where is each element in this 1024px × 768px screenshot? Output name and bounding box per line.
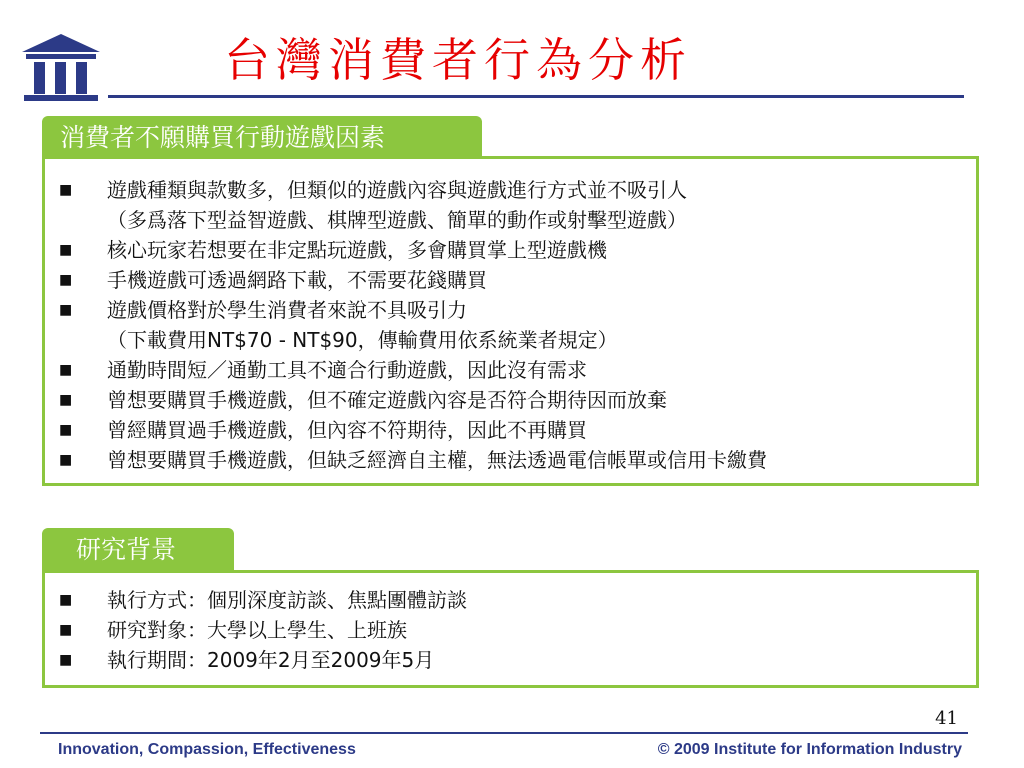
background-panel xyxy=(42,570,979,688)
square-bullet-icon: ■ xyxy=(59,182,73,198)
square-bullet-icon: ■ xyxy=(59,392,73,408)
list-item-text: 核心玩家若想要在非定點玩遊戲，多會購買掌上型遊戲機 xyxy=(107,238,607,262)
list-item-text: 曾想要購買手機遊戲，但不確定遊戲內容是否符合期待因而放棄 xyxy=(107,388,667,412)
square-bullet-icon: ■ xyxy=(59,272,73,288)
list-item-text: 執行期間：2009年2月至2009年5月 xyxy=(107,648,435,672)
square-bullet-icon: ■ xyxy=(59,362,73,378)
list-item-text: （多爲落下型益智遊戲、棋牌型遊戲、簡單的動作或射擊型遊戲） xyxy=(107,208,687,232)
square-bullet-icon: ■ xyxy=(59,242,73,258)
list-item xyxy=(59,235,976,265)
slide-title: 台灣消費者行為分析 xyxy=(224,33,692,87)
square-bullet-icon: ■ xyxy=(59,302,73,318)
list-item xyxy=(59,415,976,445)
square-bullet-icon: ■ xyxy=(59,422,73,438)
footer-copyright: © 2009 Institute for Information Industry xyxy=(657,741,962,758)
footer-divider xyxy=(40,732,968,734)
square-bullet-icon: ■ xyxy=(59,622,73,638)
list-item-text: 手機遊戲可透過網路下載，不需要花錢購買 xyxy=(107,268,487,292)
reasons-list xyxy=(45,159,976,475)
list-item-continuation xyxy=(59,325,976,355)
list-item-text: 曾經購買過手機遊戲，但內容不符期待，因此不再購買 xyxy=(107,418,587,442)
background-list xyxy=(45,573,976,675)
list-item xyxy=(59,385,976,415)
list-item xyxy=(59,295,976,325)
footer-tagline: Innovation, Compassion, Effectiveness xyxy=(58,741,356,758)
list-item-continuation xyxy=(59,205,976,235)
section-tab-reasons: 消費者不願購買行動遊戲因素 xyxy=(42,116,482,162)
list-item-text: 遊戲種類與款數多，但類似的遊戲內容與遊戲進行方式並不吸引人 xyxy=(107,178,687,202)
title-divider xyxy=(108,95,964,98)
square-bullet-icon: ■ xyxy=(59,652,73,668)
list-item-text: 遊戲價格對於學生消費者來說不具吸引力 xyxy=(107,298,467,322)
list-item-text: 曾想要購買手機遊戲，但缺乏經濟自主權，無法透過電信帳單或信用卡繳費 xyxy=(107,448,767,472)
square-bullet-icon: ■ xyxy=(59,452,73,468)
list-item xyxy=(59,175,976,205)
list-item xyxy=(59,615,976,645)
list-item xyxy=(59,265,976,295)
list-item-text: （下載費用NT$70 - NT$90，傳輸費用依系統業者規定） xyxy=(107,328,618,352)
institute-columns-icon xyxy=(22,34,100,102)
list-item xyxy=(59,585,976,615)
reasons-panel xyxy=(42,156,979,486)
list-item-text: 研究對象：大學以上學生、上班族 xyxy=(107,618,407,642)
list-item xyxy=(59,645,976,675)
list-item-text: 通勤時間短／通勤工具不適合行動遊戲，因此沒有需求 xyxy=(107,358,587,382)
square-bullet-icon: ■ xyxy=(59,592,73,608)
section-tab-background: 研究背景 xyxy=(42,528,234,574)
list-item xyxy=(59,355,976,385)
list-item-text: 執行方式：個別深度訪談、焦點團體訪談 xyxy=(107,588,467,612)
page-number: 41 xyxy=(935,708,958,729)
list-item xyxy=(59,445,976,475)
